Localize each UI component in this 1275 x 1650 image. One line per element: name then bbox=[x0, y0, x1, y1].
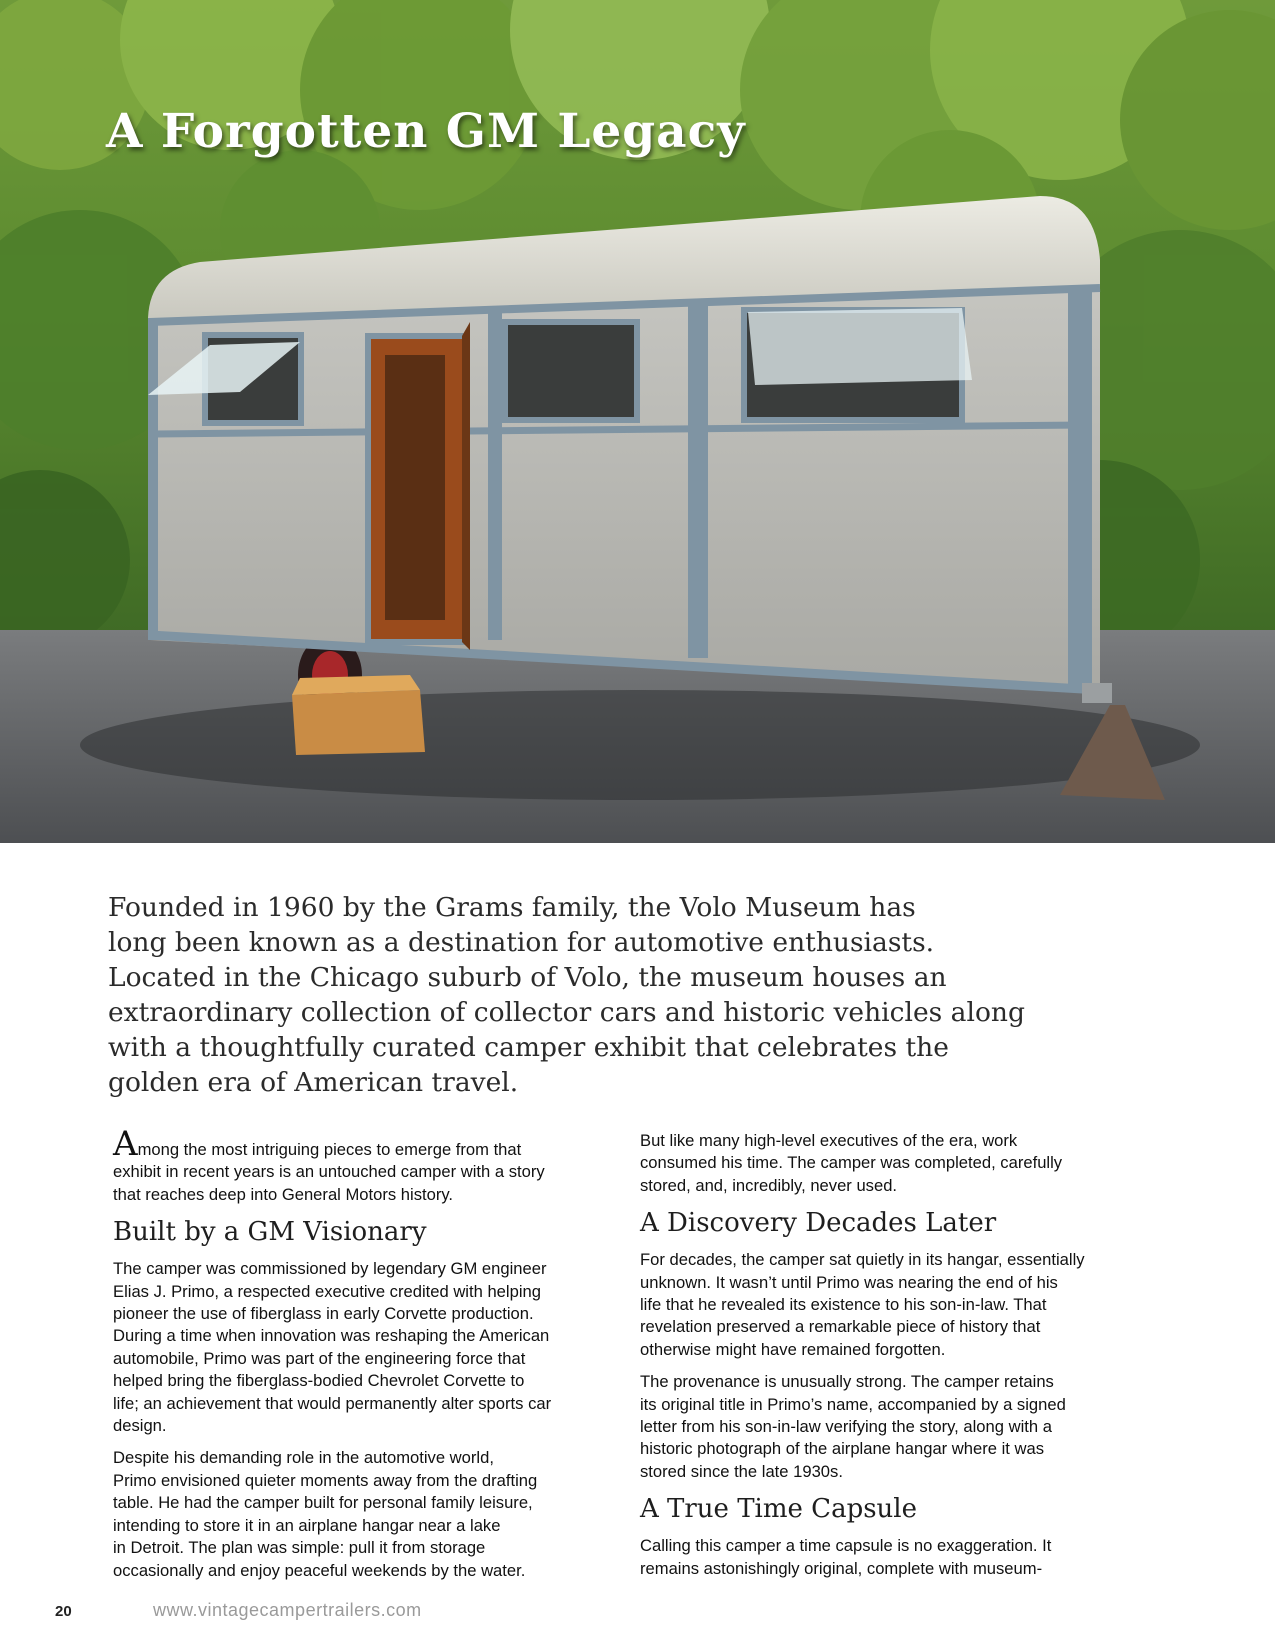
article-title: A Forgotten GM Legacy bbox=[106, 104, 746, 159]
page-number: 20 bbox=[55, 1603, 72, 1620]
opening-text: mong the most intriguing pieces to emerge from that exhibit in recent years is an untouched camper with a story that reaches deep into General Motors history. bbox=[113, 1140, 545, 1204]
footer-url[interactable]: www.vintagecampertrailers.com bbox=[153, 1600, 422, 1620]
heading-built-by-gm-visionary: Built by a GM Visionary bbox=[113, 1217, 427, 1248]
paragraph-provenance: The provenance is unusually strong. The camper retains its original title in Primo’s name, accompanied by a signed letter from his son-in-law verifying the story, along with a historic photograph of the airplane hangar where it was stored since the late 1930s. bbox=[640, 1372, 1066, 1481]
paragraph-work-consumed: But like many high-level executives of the era, work consumed his time. The camper was completed, carefully stored, and, incredibly, never used. bbox=[640, 1131, 1063, 1195]
right-column bbox=[640, 1130, 1160, 1590]
heading-true-time-capsule: A True Time Capsule bbox=[640, 1494, 917, 1525]
opening-paragraph bbox=[113, 1124, 623, 1206]
paragraph-commissioned: The camper was commissioned by legendary GM engineer Elias J. Primo, a respected executive credited with helping pioneer the use of fiberglass in early Corvette production. During a time when innovation was reshaping the American automobile, Primo was part of the engineering force that helped bring the fiberglass-bodied Chevrolet Corvette to life; an achievement that would permanently alter sports car design. bbox=[113, 1259, 552, 1436]
paragraph-demanding-role: Despite his demanding role in the automotive world, Primo envisioned quieter moments away from the drafting table. He had the camper built for personal family leisure, intending to store it in an airplane hangar near a lake in Detroit. The plan was simple: pull it from storage occasionally and enjoy peaceful weekends by the water. bbox=[113, 1448, 538, 1580]
left-column bbox=[113, 1124, 623, 1592]
paragraph-time-capsule: Calling this camper a time capsule is no exaggeration. It remains astonishingly original, complete with museum- bbox=[640, 1536, 1052, 1578]
intro-paragraph: Founded in 1960 by the Grams family, the Volo Museum has long been known as a destination for automotive enthusiasts. Located in the Chicago suburb of Volo, the museum houses an extraordinary collection of collector cars and historic vehicles along with a thoughtfully curated camper exhibit that celebrates the golden era of American travel. bbox=[108, 892, 1025, 1098]
paragraph-hangar-decades: For decades, the camper sat quietly in its hangar, essentially unknown. It wasn’t until Primo was nearing the end of his life that he revealed its existence to his son-in-law. That revelation preserved a remarkable piece of history that otherwise might have remained forgotten. bbox=[640, 1250, 1085, 1359]
heading-discovery-decades-later: A Discovery Decades Later bbox=[640, 1208, 997, 1239]
drop-cap: A bbox=[113, 1124, 138, 1164]
